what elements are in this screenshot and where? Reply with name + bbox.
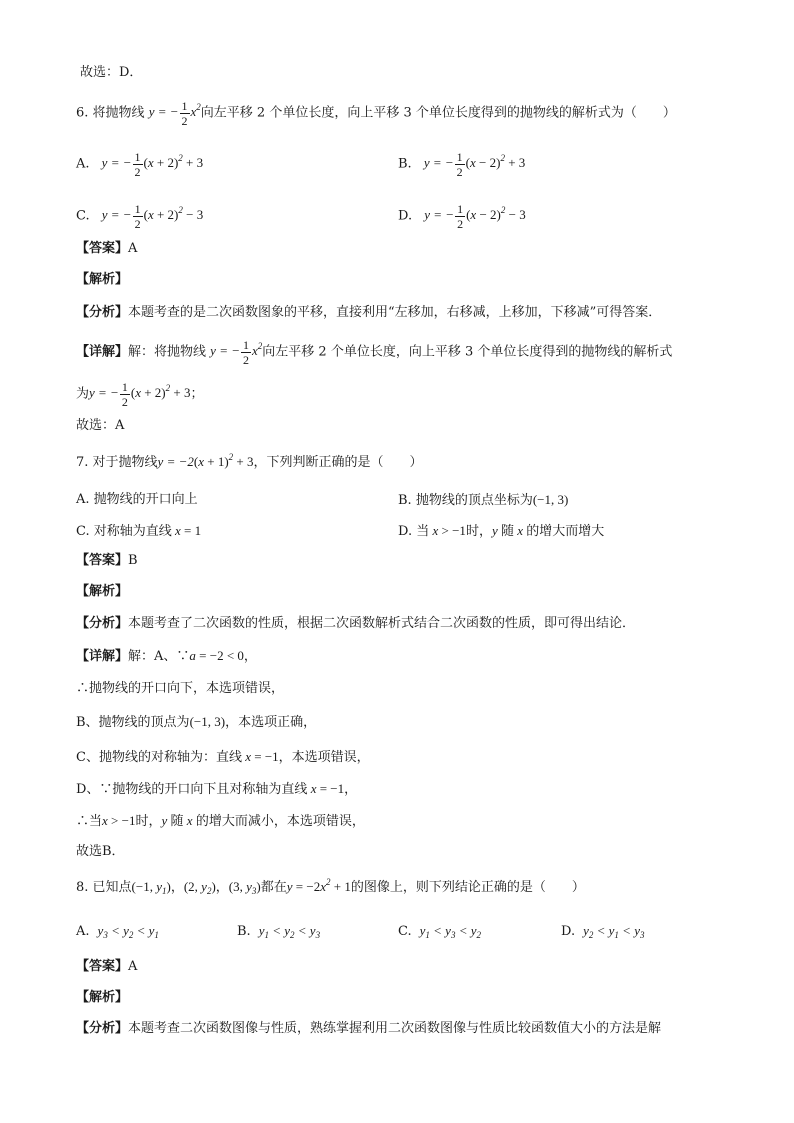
q8-option-b: B. $y_1 < y_2 < y_3$ <box>237 923 321 940</box>
q7-analysis: 【分析】本题考查了二次函数的性质，根据二次函数解析式结合二次函数的性质，即可得出结论． <box>76 616 636 631</box>
q8-option-d: D. $y_2 < y_1 < y_3$ <box>561 923 645 940</box>
q6-option-b: B. y = − $\frac{1}{2}$ $(x - 2)^2 + 3$ <box>398 150 526 179</box>
q6-answer: 【答案】A <box>76 241 138 256</box>
q7-option-d: D. 当 x > −1时，y 随 x 的增大而增大 <box>398 523 605 539</box>
q7-option-c: C. 对称轴为直线 x = 1 <box>76 523 202 539</box>
q6-option-c: C. y = − $\frac{1}{2}$ $(x + 2)^2 - 3$ <box>76 202 204 231</box>
q7-answer: 【答案】B <box>76 553 138 568</box>
q8-option-c: C. $y_1 < y_3 < y_2$ <box>398 923 481 940</box>
q6-option-a: A. y = − $\frac{1}{2}$ $(x + 2)^2 + 3$ <box>76 150 204 179</box>
q6-analysis-header: 【解析】 <box>76 272 129 287</box>
q6-choice: 故选：A <box>76 418 125 433</box>
q7-step-5: ∴当x > −1时，y 随 x 的增大而减小，本选项错误， <box>76 813 365 829</box>
q8-analysis: 【分析】本题考查二次函数图像与性质，熟练掌握利用二次函数图像与性质比较函数值大小的方法是解 <box>76 1021 662 1036</box>
q7-option-b: B. 抛物线的顶点坐标为(−1, 3) <box>398 492 569 508</box>
q7-step-2: B、抛物线的顶点为(−1, 3)，本选项正确， <box>76 714 317 730</box>
q6-option-d: D. y = − $\frac{1}{2}$ $(x - 2)^2 - 3$ <box>398 202 526 231</box>
q8-option-a: A. $y_3 < y_2 < y_1$ <box>76 923 159 940</box>
q8-answer: 【答案】A <box>76 959 138 974</box>
q7-step-3: C、抛物线的对称轴为：直线 x = −1，本选项错误， <box>76 749 370 765</box>
q7-detail: 【详解】解：A、∵a = −2 < 0， <box>76 648 257 664</box>
q7-step-1: ∴抛物线的开口向下，本选项错误， <box>76 681 285 696</box>
q6-analysis: 【分析】本题考查的是二次函数图象的平移，直接利用“左移加，右移减，上移加，下移减”可得答案． <box>76 305 662 320</box>
q6-detail: 【详解】解：将抛物线 y = − $\frac{1}{2}$ $x^2$向左平移 2 个单位长度，向上平移 3 个单位长度得到的抛物线的解析式 <box>76 338 673 367</box>
formula: y = − $\frac{1}{2}$ $x^2$ <box>148 99 201 128</box>
question-6-stem: 6. 将抛物线 y = − $\frac{1}{2}$ $x^2$向左平移 2 个单位长度，向上平移 3 个单位长度得到的抛物线的解析式为（ ） <box>76 99 676 128</box>
q7-option-a: A. 抛物线的开口向上 <box>76 492 198 507</box>
q7-step-4: D、∵抛物线的开口向下且对称轴为直线 x = −1， <box>76 781 358 797</box>
q6-detail-cont: 为y = − $\frac{1}{2}$ $(x + 2)^2 + 3$； <box>76 380 204 409</box>
q8-analysis-header: 【解析】 <box>76 990 129 1005</box>
q7-choice: 故选B． <box>76 844 125 859</box>
question-7-stem: 7. 对于抛物线$y = -2(x + 1)^2 + 3$，下列判断正确的是（ ） <box>76 452 423 470</box>
question-8-stem: 8. 已知点(−1, $y_1$)，(2, $y_2$)，(3, $y_3$)都在$y = -2x^2 + 1$的图像上，则下列结论正确的是（ ） <box>76 877 585 896</box>
q7-analysis-header: 【解析】 <box>76 584 129 599</box>
answer-choice-line: 故选：D． <box>80 65 143 80</box>
